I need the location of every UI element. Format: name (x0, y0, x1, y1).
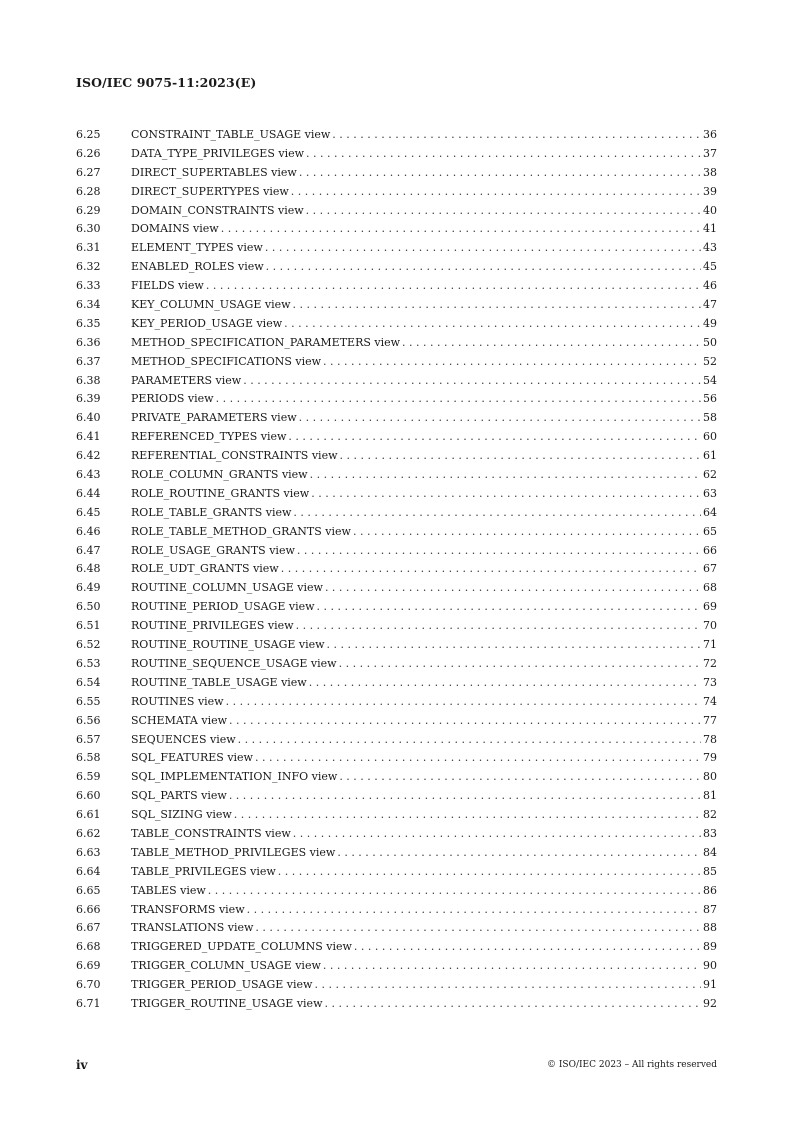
toc-entry-page[interactable]: 40 (703, 203, 717, 217)
toc-leader-dots (247, 901, 701, 920)
toc-entry-title[interactable]: TABLE_PRIVILEGES view (131, 864, 276, 878)
toc-entry-number: 6.62 (76, 826, 101, 840)
toc-entry-number: 6.63 (76, 845, 101, 859)
toc-entry-page[interactable]: 45 (703, 260, 717, 274)
toc-entry-number: 6.54 (76, 675, 101, 689)
toc-leader-dots (255, 919, 701, 938)
toc-entry-number: 6.41 (76, 430, 101, 444)
toc-entry-title[interactable]: TRANSFORMS view (131, 902, 245, 916)
toc-entry-number: 6.56 (76, 713, 101, 727)
toc-entry[interactable] (76, 787, 717, 806)
toc-entry-title[interactable]: SQL_SIZING view (131, 808, 232, 822)
toc-leader-dots (221, 220, 701, 239)
toc-entry[interactable] (76, 258, 717, 277)
toc-entry-title[interactable]: DATA_TYPE_PRIVILEGES view (131, 146, 305, 160)
toc-entry-title[interactable]: TRANSLATIONS view (131, 921, 254, 935)
toc-entry-number: 6.46 (76, 524, 101, 538)
toc-leader-dots (311, 485, 701, 504)
toc-entry[interactable] (76, 239, 717, 258)
toc-entry-number: 6.70 (76, 978, 101, 992)
toc-entry-number: 6.67 (76, 921, 101, 935)
toc-entry-title[interactable]: TABLE_CONSTRAINTS view (131, 826, 291, 840)
toc-entry-page[interactable]: 72 (703, 656, 717, 670)
toc-entry-page[interactable]: 58 (703, 411, 717, 425)
toc-entry-page[interactable]: 60 (703, 430, 717, 444)
toc-entry-number: 6.27 (76, 165, 101, 179)
toc-entry-number: 6.28 (76, 184, 101, 198)
toc-entry-page[interactable]: 71 (703, 638, 717, 652)
toc-leader-dots (299, 409, 701, 428)
toc-entry[interactable] (76, 277, 717, 296)
toc-entry-number: 6.40 (76, 411, 101, 425)
toc-entry-number: 6.39 (76, 392, 101, 406)
toc-entry-title[interactable]: TRIGGERED_UPDATE_COLUMNS view (131, 940, 352, 954)
toc-entry[interactable] (76, 126, 717, 145)
toc-entry[interactable] (76, 334, 717, 353)
toc-entry-title[interactable]: TABLE_METHOD_PRIVILEGES view (131, 845, 336, 859)
toc-entry-title[interactable]: REFERENTIAL_CONSTRAINTS view (131, 449, 338, 463)
toc-entry-title[interactable]: ROLE_TABLE_METHOD_GRANTS view (131, 524, 351, 538)
toc-leader-dots (284, 315, 701, 334)
toc-entry-number: 6.25 (76, 128, 101, 141)
toc-entry-title[interactable]: ROLE_USAGE_GRANTS view (131, 543, 295, 557)
toc-entry-number: 6.42 (76, 449, 101, 463)
toc-entry-number: 6.45 (76, 505, 101, 519)
toc-entry-title[interactable]: ROUTINE_ROUTINE_USAGE view (131, 638, 325, 652)
toc-entry-title[interactable]: TABLES view (131, 883, 206, 897)
toc-entry[interactable] (76, 560, 717, 579)
toc-entry-page[interactable]: 74 (703, 694, 717, 708)
toc-entry-title[interactable]: ROUTINE_COLUMN_USAGE view (131, 581, 323, 595)
toc-entry-page[interactable]: 81 (703, 789, 717, 803)
toc-entry-title[interactable]: METHOD_SPECIFICATIONS view (131, 354, 322, 368)
toc-entry-page[interactable]: 61 (703, 449, 717, 463)
toc-entry-title[interactable]: SCHEMATA view (131, 713, 228, 727)
toc-entry-title[interactable]: CONSTRAINT_TABLE_USAGE view (131, 128, 331, 141)
toc-entry-page[interactable]: 87 (703, 902, 717, 916)
toc-entry-title[interactable]: ENABLED_ROLES view (131, 260, 264, 274)
toc-leader-dots (310, 466, 701, 485)
toc-leader-dots (206, 277, 701, 296)
toc-entry-page[interactable]: 46 (703, 279, 717, 293)
toc-leader-dots (339, 655, 701, 674)
toc-entry[interactable] (76, 315, 717, 334)
toc-leader-dots (337, 844, 701, 863)
toc-entry-page[interactable]: 92 (703, 996, 717, 1010)
toc-entry-page[interactable]: 80 (703, 770, 717, 784)
toc-entry-number: 6.37 (76, 354, 101, 368)
toc-entry-title[interactable]: ROUTINES view (131, 694, 224, 708)
toc-entry-page[interactable]: 65 (703, 524, 717, 538)
toc-leader-dots (324, 995, 701, 1014)
toc-entry-page[interactable]: 67 (703, 562, 717, 576)
toc-entry-page[interactable]: 83 (703, 826, 717, 840)
toc-leader-dots (314, 976, 701, 995)
toc-leader-dots (353, 523, 701, 542)
toc-leader-dots (281, 560, 701, 579)
toc-entry-page[interactable]: 52 (703, 354, 717, 368)
toc-entry-title[interactable]: KEY_PERIOD_USAGE view (131, 316, 283, 330)
toc-leader-dots (309, 674, 701, 693)
toc-entry[interactable] (76, 674, 717, 693)
toc-entry-page[interactable]: 36 (703, 128, 717, 141)
toc-entry-page[interactable]: 39 (703, 184, 717, 198)
toc-entry-page[interactable]: 84 (703, 845, 717, 859)
toc-entry-number: 6.26 (76, 146, 101, 160)
toc-entry[interactable] (76, 542, 717, 561)
toc-entry-number: 6.35 (76, 316, 101, 330)
toc-leader-dots (208, 882, 701, 901)
toc-entry-number: 6.49 (76, 581, 101, 595)
toc-entry-page[interactable]: 78 (703, 732, 717, 746)
toc-entry-page[interactable]: 77 (703, 713, 717, 727)
toc-entry-page[interactable]: 56 (703, 392, 717, 406)
toc-leader-dots (229, 712, 701, 731)
toc-entry-page[interactable]: 73 (703, 675, 717, 689)
toc-entry[interactable] (76, 712, 717, 731)
toc-leader-dots (278, 863, 701, 882)
toc-entry[interactable] (76, 145, 717, 164)
toc-leader-dots (266, 258, 701, 277)
toc-entry[interactable] (76, 919, 717, 938)
toc-entry-number: 6.68 (76, 940, 101, 954)
toc-entry-title[interactable]: SEQUENCES view (131, 732, 236, 746)
toc-entry-number: 6.57 (76, 732, 101, 746)
toc-entry[interactable] (76, 636, 717, 655)
toc-leader-dots (226, 693, 701, 712)
toc-entry-number: 6.31 (76, 241, 101, 255)
toc-entry-page[interactable]: 63 (703, 486, 717, 500)
toc-entry-page[interactable]: 68 (703, 581, 717, 595)
toc-entry-page[interactable]: 43 (703, 241, 717, 255)
toc-entry-page[interactable]: 88 (703, 921, 717, 935)
toc-entry-page[interactable]: 54 (703, 373, 717, 387)
toc-leader-dots (255, 749, 701, 768)
toc-entry-title[interactable]: TRIGGER_PERIOD_USAGE view (131, 978, 313, 992)
footer-copyright: © ISO/IEC 2023 – All rights reserved (547, 1060, 717, 1070)
toc-entry-title[interactable]: ROUTINE_PRIVILEGES view (131, 619, 294, 633)
toc-entry[interactable] (76, 749, 717, 768)
toc-entry-title[interactable]: DOMAIN_CONSTRAINTS view (131, 203, 304, 217)
toc-entry[interactable] (76, 372, 717, 391)
toc-entry-page[interactable]: 50 (703, 335, 717, 349)
toc-entry-number: 6.71 (76, 996, 101, 1010)
toc-entry-title[interactable]: ROUTINE_TABLE_USAGE view (131, 675, 307, 689)
toc-entry-title[interactable]: SQL_IMPLEMENTATION_INFO view (131, 770, 338, 784)
toc-entry-number: 6.52 (76, 638, 101, 652)
toc-leader-dots (317, 598, 701, 617)
toc-leader-dots (323, 957, 701, 976)
toc-entry[interactable] (76, 617, 717, 636)
toc-entry-page[interactable]: 70 (703, 619, 717, 633)
toc-entry-number: 6.50 (76, 600, 101, 614)
toc-entry-page[interactable]: 41 (703, 222, 717, 236)
toc-leader-dots (402, 334, 701, 353)
toc-entry-number: 6.58 (76, 751, 101, 765)
toc-leader-dots (291, 183, 701, 202)
toc-leader-dots (339, 768, 701, 787)
toc-entry-page[interactable]: 86 (703, 883, 717, 897)
toc-leader-dots (216, 390, 701, 409)
toc-entry-page[interactable]: 64 (703, 505, 717, 519)
toc-entry-number: 6.53 (76, 656, 101, 670)
toc-entry-title[interactable]: DOMAINS view (131, 222, 219, 236)
toc-entry-page[interactable]: 79 (703, 751, 717, 765)
toc-entry-page[interactable]: 69 (703, 600, 717, 614)
toc-leader-dots (323, 353, 701, 372)
toc-entry-number: 6.44 (76, 486, 101, 500)
toc-entry[interactable] (76, 220, 717, 239)
toc-entry-number: 6.30 (76, 222, 101, 236)
toc-entry-number: 6.51 (76, 619, 101, 633)
toc-entry[interactable] (76, 523, 717, 542)
toc-leader-dots (297, 542, 701, 561)
toc-entry-title[interactable]: METHOD_SPECIFICATION_PARAMETERS view (131, 335, 401, 349)
toc-entry-number: 6.43 (76, 468, 101, 482)
toc-entry[interactable] (76, 390, 717, 409)
toc-entry-number: 6.34 (76, 298, 101, 312)
toc-entry-number: 6.55 (76, 694, 101, 708)
toc-leader-dots (234, 806, 701, 825)
toc-entry-title[interactable]: PRIVATE_PARAMETERS view (131, 411, 297, 425)
toc-entry[interactable] (76, 353, 717, 372)
toc-entry[interactable] (76, 409, 717, 428)
toc-leader-dots (340, 447, 702, 466)
toc-entry-title[interactable]: DIRECT_SUPERTABLES view (131, 165, 297, 179)
table-of-contents (76, 126, 717, 1014)
toc-entry[interactable] (76, 296, 717, 315)
toc-leader-dots (327, 636, 701, 655)
toc-entry-page[interactable]: 37 (703, 146, 717, 160)
toc-entry-number: 6.38 (76, 373, 101, 387)
toc-leader-dots (243, 372, 701, 391)
toc-entry[interactable] (76, 504, 717, 523)
toc-entry[interactable] (76, 164, 717, 183)
toc-entry-page[interactable]: 90 (703, 959, 717, 973)
toc-entry-title[interactable]: ROUTINE_PERIOD_USAGE view (131, 600, 315, 614)
toc-entry-number: 6.61 (76, 808, 101, 822)
toc-entry-number: 6.48 (76, 562, 101, 576)
toc-entry[interactable] (76, 731, 717, 750)
toc-entry[interactable] (76, 995, 717, 1014)
toc-entry-page[interactable]: 91 (703, 978, 717, 992)
toc-entry[interactable] (76, 183, 717, 202)
toc-entry-title[interactable]: ROUTINE_SEQUENCE_USAGE view (131, 656, 337, 670)
toc-entry-title[interactable]: KEY_COLUMN_USAGE view (131, 298, 291, 312)
toc-entry-page[interactable]: 89 (703, 940, 717, 954)
toc-entry-title[interactable]: TRIGGER_ROUTINE_USAGE view (131, 996, 323, 1010)
toc-entry-page[interactable]: 47 (703, 298, 717, 312)
toc-entry-title[interactable]: ROLE_TABLE_GRANTS view (131, 505, 292, 519)
toc-leader-dots (299, 164, 701, 183)
toc-entry[interactable] (76, 957, 717, 976)
toc-entry-number: 6.33 (76, 279, 101, 293)
toc-entry[interactable] (76, 655, 717, 674)
toc-entry-page[interactable]: 62 (703, 468, 717, 482)
document-header: ISO/IEC 9075-11:2023(E) (76, 75, 257, 90)
toc-entry[interactable] (76, 844, 717, 863)
toc-entry-title[interactable]: SQL_PARTS view (131, 789, 227, 803)
toc-entry[interactable] (76, 466, 717, 485)
toc-entry-title[interactable]: REFERENCED_TYPES view (131, 430, 287, 444)
toc-leader-dots (306, 145, 701, 164)
toc-entry[interactable] (76, 882, 717, 901)
toc-entry-number: 6.29 (76, 203, 101, 217)
toc-entry-title[interactable]: PERIODS view (131, 392, 214, 406)
toc-leader-dots (293, 825, 701, 844)
toc-entry-number: 6.69 (76, 959, 101, 973)
toc-leader-dots (325, 579, 701, 598)
toc-entry-number: 6.59 (76, 770, 101, 784)
toc-leader-dots (296, 617, 701, 636)
toc-entry[interactable] (76, 938, 717, 957)
toc-entry-title[interactable]: FIELDS view (131, 279, 204, 293)
toc-entry-page[interactable]: 82 (703, 808, 717, 822)
toc-entry[interactable] (76, 901, 717, 920)
toc-entry[interactable] (76, 579, 717, 598)
toc-entry-title[interactable]: ROLE_ROUTINE_GRANTS view (131, 486, 310, 500)
toc-entry-title[interactable]: ELEMENT_TYPES view (131, 241, 263, 255)
toc-leader-dots (332, 126, 701, 145)
toc-entry[interactable] (76, 447, 717, 466)
toc-leader-dots (288, 428, 701, 447)
toc-entry[interactable] (76, 485, 717, 504)
toc-entry-page[interactable]: 66 (703, 543, 717, 557)
toc-entry-title[interactable]: TRIGGER_COLUMN_USAGE view (131, 959, 321, 973)
toc-entry-title[interactable]: ROLE_UDT_GRANTS view (131, 562, 279, 576)
toc-entry[interactable] (76, 806, 717, 825)
toc-entry-number: 6.47 (76, 543, 101, 557)
toc-leader-dots (354, 938, 701, 957)
toc-entry-title[interactable]: ROLE_COLUMN_GRANTS view (131, 468, 308, 482)
toc-entry[interactable] (76, 976, 717, 995)
toc-entry-title[interactable]: SQL_FEATURES view (131, 751, 253, 765)
toc-leader-dots (293, 296, 701, 315)
toc-entry[interactable] (76, 598, 717, 617)
toc-entry-page[interactable]: 49 (703, 316, 717, 330)
toc-entry-number: 6.65 (76, 883, 101, 897)
toc-entry-title[interactable]: DIRECT_SUPERTYPES view (131, 184, 289, 198)
toc-leader-dots (306, 202, 701, 221)
toc-entry[interactable] (76, 863, 717, 882)
toc-entry[interactable] (76, 825, 717, 844)
toc-entry-number: 6.36 (76, 335, 101, 349)
toc-entry-page[interactable]: 85 (703, 864, 717, 878)
toc-entry[interactable] (76, 428, 717, 447)
footer-page-number: iv (76, 1058, 88, 1072)
toc-leader-dots (265, 239, 701, 258)
toc-leader-dots (229, 787, 701, 806)
toc-entry-number: 6.32 (76, 260, 101, 274)
toc-entry-page[interactable]: 38 (703, 165, 717, 179)
toc-leader-dots (238, 731, 701, 750)
toc-entry-number: 6.60 (76, 789, 101, 803)
toc-entry[interactable] (76, 768, 717, 787)
toc-leader-dots (293, 504, 701, 523)
toc-entry-number: 6.66 (76, 902, 101, 916)
toc-entry-title[interactable]: PARAMETERS view (131, 373, 242, 387)
toc-entry-number: 6.64 (76, 864, 101, 878)
toc-entry[interactable] (76, 693, 717, 712)
toc-entry[interactable] (76, 202, 717, 221)
